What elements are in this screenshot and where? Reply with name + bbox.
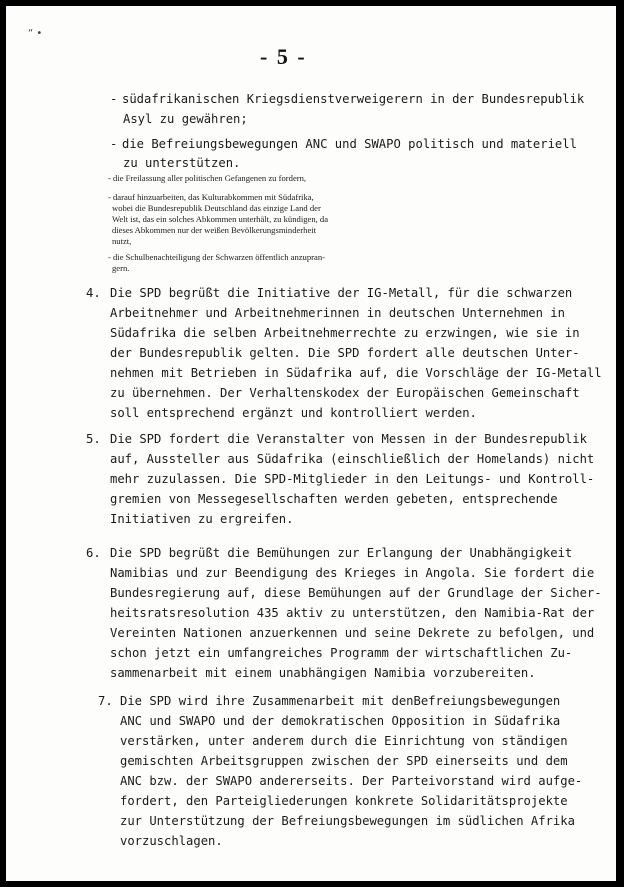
- item-line: vorzuschlagen.: [120, 834, 223, 848]
- small-text-line: - die Schulbenachteiligung der Schwarzen öffentlich anzupran-: [108, 252, 325, 262]
- item-line: gremien von Messegesellschaften werden gebeten, entsprechende: [110, 492, 558, 506]
- item-line: soll entsprechend ergänzt und kontrolliert werden.: [110, 406, 477, 420]
- item-number: 7.: [98, 694, 113, 708]
- small-text-line: wobei die Bundesrepublik Deutschland das einzige Land der: [112, 203, 321, 213]
- item-line: ANC und SWAPO und der demokratischen Opposition in Südafrika: [120, 714, 561, 728]
- item-line: Initiativen zu ergreifen.: [110, 512, 294, 526]
- bullet-dash: -: [110, 137, 118, 151]
- item-line: Vereinten Nationen anzuerkennen und seine Dekrete zu befolgen, und: [110, 626, 595, 640]
- item-number: 6.: [86, 546, 101, 560]
- item-line: zur Unterstützung der Befreiungsbewegungen im südlichen Afrika: [120, 814, 575, 828]
- bullet-line: zu unterstützen.: [123, 156, 241, 170]
- item-line: Südafrika die selben Arbeitnehmerrechte zu erzwingen, wie sie in: [110, 326, 580, 340]
- item-line: Die SPD begrüßt die Bemühungen zur Erlangung der Unabhängigkeit: [110, 546, 573, 560]
- bullet-line: die Befreiungsbewegungen ANC und SWAPO politisch und materiell: [122, 137, 577, 151]
- item-line: Die SPD fordert die Veranstalter von Messen in der Bundesrepublik: [110, 432, 587, 446]
- item-line: Die SPD begrüßt die Initiative der IG-Metall, für die schwarzen: [110, 286, 573, 300]
- item-line: ANC bzw. der SWAPO andererseits. Der Parteivorstand wird aufge-: [120, 774, 583, 788]
- bullet-dash: -: [110, 92, 118, 106]
- bullet-line: südafrikanischen Kriegsdienstverweigerern in der Bundesrepublik: [122, 92, 585, 106]
- item-line: heitsratsresolution 435 aktiv zu unterstützen, den Namibia-Rat der: [110, 606, 595, 620]
- item-line: gemischten Arbeitsgruppen zwischen der SPD einerseits und dem: [120, 754, 568, 768]
- corner-mark: “ •: [28, 28, 43, 39]
- bullet-line: Asyl zu gewähren;: [123, 112, 248, 126]
- small-text-line: Welt ist, das ein solches Abkommen unterhält, zu kündigen, da: [112, 214, 329, 224]
- item-line: Die SPD wird ihre Zusammenarbeit mit denBefreiungsbewegungen: [120, 694, 561, 708]
- item-line: Namibias und zur Beendigung des Krieges in Angola. Sie fordert die: [110, 566, 595, 580]
- item-line: der Bundesrepublik gelten. Die SPD fordert alle deutschen Unter-: [110, 346, 580, 360]
- item-line: mehr zuzulassen. Die SPD-Mitglieder in den Leitungs- und Kontroll-: [110, 472, 595, 486]
- small-text-line: nutzt,: [112, 236, 132, 246]
- item-line: verstärken, unter anderem durch die Einrichtung von ständigen: [120, 734, 568, 748]
- item-line: Arbeitnehmer und Arbeitnehmerinnen in deutschen Unternehmen in: [110, 306, 565, 320]
- document-page: [6, 6, 616, 881]
- item-line: auf, Aussteller aus Südafrika (einschließlich der Homelands) nicht: [110, 452, 595, 466]
- item-line: Bundesregierung auf, diese Bemühungen auf der Grundlage der Sicher-: [110, 586, 602, 600]
- small-text-line: - darauf hinzuarbeiten, das Kulturabkommen mit Südafrika,: [108, 192, 314, 202]
- small-text-line: gern.: [112, 263, 130, 273]
- item-line: zu übernehmen. Der Verhaltenskodex der Europäischen Gemeinschaft: [110, 386, 580, 400]
- item-number: 5.: [86, 432, 101, 446]
- item-number: 4.: [86, 286, 101, 300]
- item-line: schon jetzt ein umfangreiches Programm der wirtschaftlichen Zu-: [110, 646, 573, 660]
- small-text-line: dieses Abkommen nur der weißen Bevölkerungsminderheit: [112, 225, 317, 235]
- small-text-line: - die Freilassung aller politischen Gefangenen zu fordern,: [108, 173, 307, 183]
- page-number: - 5 -: [260, 44, 307, 69]
- item-line: fordert, den Parteigliederungen konkrete Solidaritätsprojekte: [120, 794, 568, 808]
- item-line: sammenarbeit mit einem unabhängigen Namibia vorzubereiten.: [110, 666, 536, 680]
- item-line: nehmen mit Betrieben in Südafrika auf, die Vorschläge der IG-Metall: [110, 366, 602, 380]
